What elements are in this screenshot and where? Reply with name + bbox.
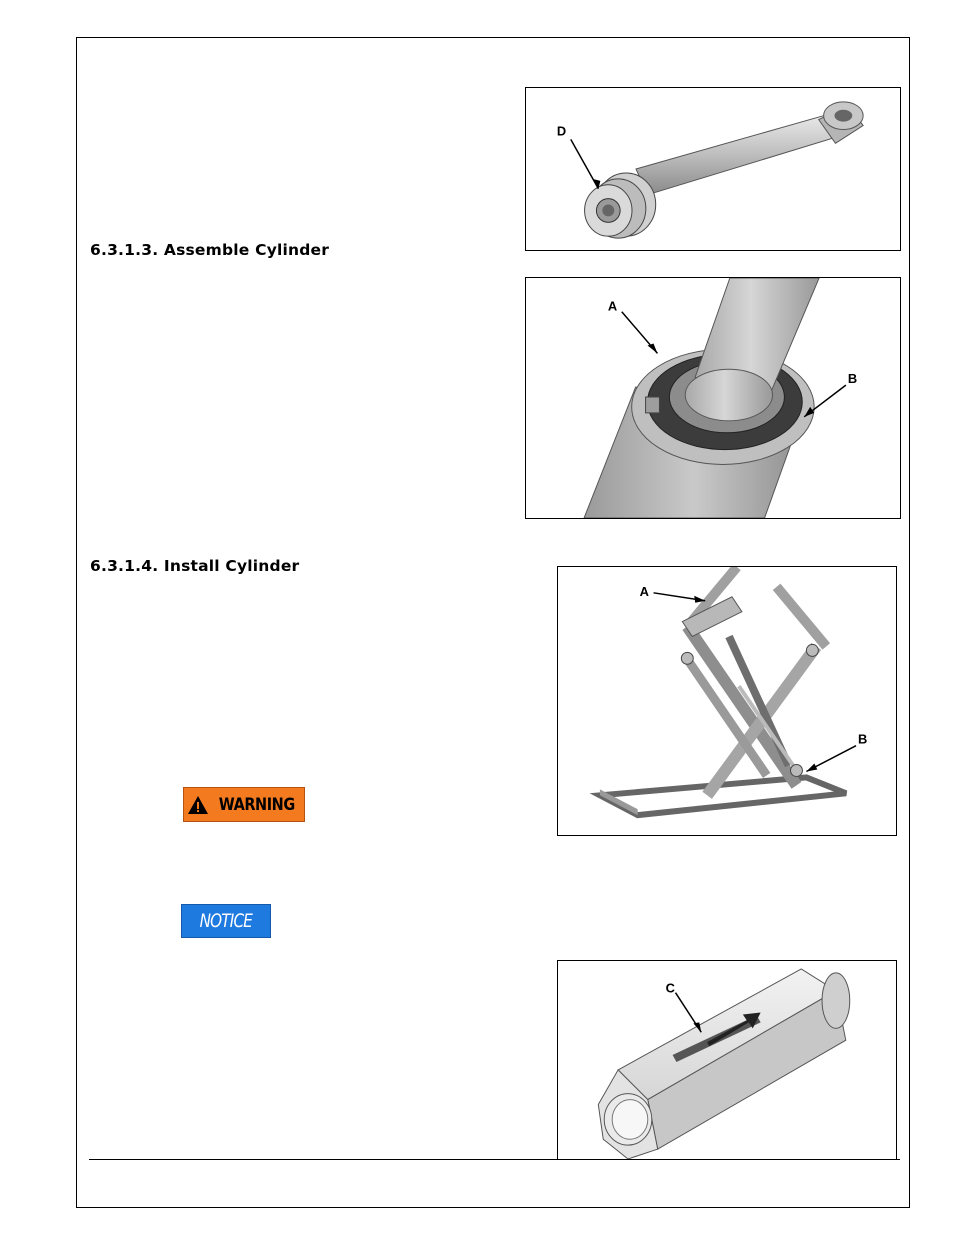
cylinder-gland-illustration — [526, 278, 900, 518]
scissor-lift-illustration — [558, 567, 896, 835]
figure-cylinder-gland — [525, 277, 901, 519]
hex-tube-illustration — [558, 961, 896, 1159]
figure-hex-tube — [557, 960, 897, 1160]
warning-badge — [183, 787, 305, 822]
figure-cylinder-end — [525, 87, 901, 251]
callout-d: D — [556, 123, 567, 139]
warning-label: WARNING — [218, 794, 295, 815]
cylinder-end-illustration — [526, 88, 900, 250]
callout-a: A — [639, 583, 649, 599]
callout-b: B — [858, 731, 868, 747]
footer-rule — [89, 1159, 900, 1160]
notice-badge — [181, 904, 271, 938]
heading-assemble-cylinder: 6.3.1.3. Assemble Cylinder — [90, 241, 330, 259]
callout-c: C — [665, 980, 675, 996]
figure-scissor-lift — [557, 566, 897, 836]
heading-install-cylinder: 6.3.1.4. Install Cylinder — [90, 557, 300, 575]
callout-a: A — [607, 298, 618, 314]
warning-triangle-icon — [187, 795, 209, 815]
callout-b: B — [847, 371, 858, 387]
notice-label: NOTICE — [199, 910, 253, 932]
